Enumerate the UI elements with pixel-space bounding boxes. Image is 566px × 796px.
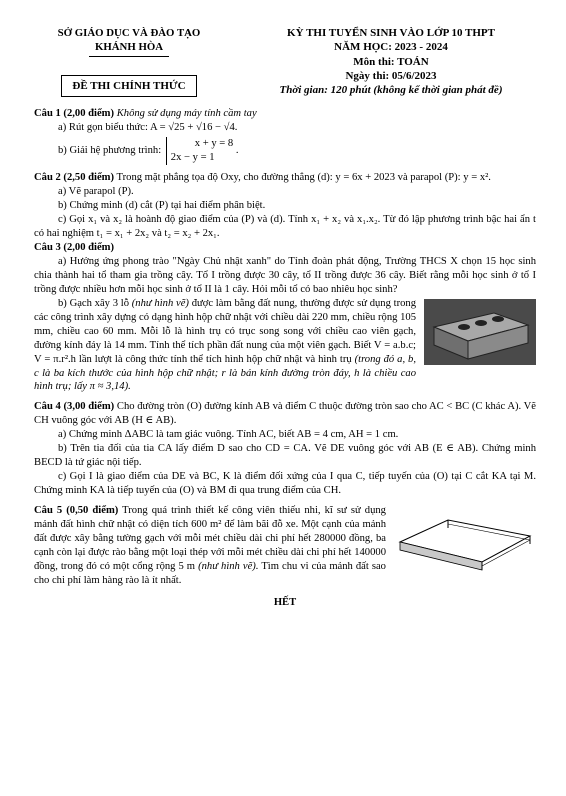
official-badge: ĐỀ THI CHÍNH THỨC [61, 75, 196, 98]
end-marker: HẾT [273, 597, 297, 609]
q4-a: a) Chứng minh ΔABC là tam giác vuông. Tính AC, biết AB = 4 cm, AH = 1 cm. [58, 429, 399, 441]
exam-header [34, 26, 536, 97]
q5: Câu 5 (0,50 điểm) Trong quá trình thiết kế công viên thiếu nhi, kĩ sư sử dụng mảnh đất hình chữ nhật có diện tích 600 m² để làm bãi đỗ xe. Một cạnh của mảnh đất được xây bằng tường gạch với mỗi mét chiều dài chi phí hết 280000 đồng, ba cạnh còn lại được rào bằng một loại thép với mỗi mét chiều dài chi phí hết 140000 đồng, trong đó có một cổng rộng 5 m (như hình vẽ). Tìm chu vi của mảnh đất sao cho chi phí làm hàng rào là ít nhất. [34, 505, 386, 587]
department-name: SỞ GIÁO DỤC VÀ ĐÀO TẠO [57, 27, 201, 39]
q1-b: b) Giải hệ phương trình: x + y = 8 2x − y = 1 . [58, 138, 239, 164]
q4-intro: Câu 4 (3,00 điểm) Cho đường tròn (O) đường kính AB và điểm C thuộc đường tròn sao cho AC < BC (C khác A). Vẽ CH vuông góc với AB (H ∈ AB). [34, 401, 536, 427]
fence-image [394, 512, 536, 574]
exam-duration: Thời gian: 120 phút (không kể thời gian phát đề) [279, 84, 503, 97]
header-rule [89, 56, 169, 57]
brick-image [424, 299, 536, 365]
q2-intro: Câu 2 (2,50 điểm) Trong mặt phẳng tọa độ Oxy, cho đường thẳng (d): y = 6x + 2023 và parapol (P): y = x². [34, 171, 491, 183]
province-name: KHÁNH HÒA [94, 41, 164, 54]
school-year: NĂM HỌC: 2023 - 2024 [334, 41, 448, 54]
equation-system: x + y = 8 2x − y = 1 [166, 137, 233, 165]
q1-heading: Câu 1 (2,00 điểm) Không sử dụng máy tính cầm tay [34, 108, 257, 120]
q3-heading: Câu 3 (2,00 điểm) [34, 241, 115, 253]
q2-b: b) Chứng minh (d) cắt (P) tại hai điểm phân biệt. [58, 199, 266, 211]
q1-a: a) Rút gọn biểu thức: A = √25 + √16 − √4. [58, 122, 238, 134]
q4-c: c) Gọi I là giao điểm của DE và BC, K là điểm đối xứng của I qua C, tiếp tuyến của (O) tại C cắt KA tại M. Chứng minh KA là tiếp tuyến của (O) và BM đi qua trung điểm của CH. [34, 471, 536, 497]
q2-c: c) Gọi x₁ và x₂ là hoành độ giao điểm của (P) và (d). Tính x₁ + x₂ và x₁.x₂. Từ đó lập phương trình bậc hai ẩn t có hai nghiệm t₁ = x₁ + 2x₂ và t₂ = x₂ + 2x₁. [34, 213, 536, 239]
q3-a: a) Hưởng ứng phong trào "Ngày Chủ nhật xanh" do Tỉnh đoàn phát động, Trường THCS X chọn 15 học sinh chia thành hai tổ tham gia trồng cây. Tổ I trồng được 30 cây, tổ II trồng được 36 cây. Biết rằng mỗi học sinh ở tổ I trồng được nhiều hơn mỗi học sinh ở tổ II là 1 cây. Hỏi mỗi tổ có bao nhiêu học sinh? [34, 255, 536, 295]
header-right [246, 26, 536, 97]
exam-title: KỲ THI TUYỂN SINH VÀO LỚP 10 THPT [287, 27, 495, 39]
subject: Môn thi: TOÁN [353, 55, 429, 68]
q2-a: a) Vẽ parapol (P). [58, 185, 134, 197]
q4-b: b) Trên tia đối của tia CA lấy điểm D sao cho CD = CA. Vẽ DE vuông góc với AB (E ∈ AB). Chứng minh BECD là tứ giác nội tiếp. [34, 443, 536, 469]
exam-date: Ngày thi: 05/6/2023 [345, 69, 437, 82]
header-left [34, 26, 224, 97]
q3-b: b) Gạch xây 3 lỗ (như hình vẽ) được làm bằng đất nung, thường được sử dụng trong các công trình xây dựng có dạng hình hộp chữ nhật với chiều dài 220 mm, chiều rộng 105 mm, chiều cao 60 mm. Mỗi lỗ là hình trụ có trục song song với chiều cao viên gạch, đường kính đáy là 14 mm. Tính thể tích phần đất nung của một viên gạch. Biết V = a.b.c; V = π.r².h lần lượt là công thức tính thể tích hình hộp chữ nhật và hình trụ (trong đó a, b, c là ba kích thước của hình hộp chữ nhật; r là bán kính đường tròn đáy, h là chiều cao hình trụ; lấy π ≈ 3,14). [34, 297, 417, 393]
